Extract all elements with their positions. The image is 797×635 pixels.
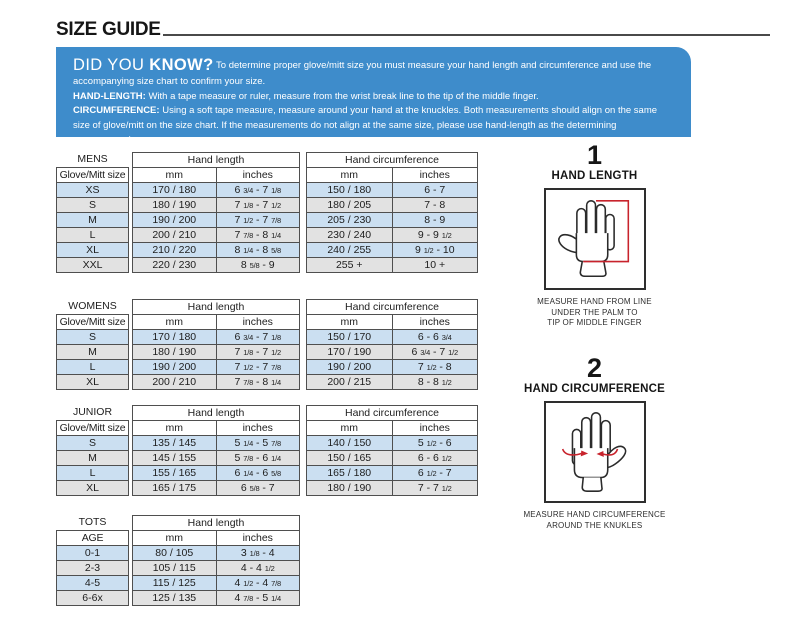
table-cell: 4 1/2 - 4 7/8 [216, 576, 300, 591]
hand-length-section [132, 405, 300, 496]
page-title: SIZE GUIDE [56, 19, 161, 40]
table-cell: 6 3/4 - 7 1/8 [216, 330, 300, 345]
table-cell: 200 / 210 [133, 228, 217, 243]
column-header: mm [307, 421, 393, 436]
table-cell: 7 1/8 - 7 1/2 [216, 198, 300, 213]
column-header: mm [133, 315, 217, 330]
dyk-intro: To determine proper glove/mitt size you must measure your hand length and circumference and use the accompanying size chart to confirm your size. [73, 60, 652, 87]
table-cell: 6 1/2 - 7 [392, 466, 478, 481]
section-title: Hand length [133, 516, 300, 531]
dyk-circumference-text: Using a soft tape measure, measure around your hand at the knuckles. Both measurements should align on the same size of glove/mitt on the size chart. If the measurements do not align at the same size, please use hand-length as the determining measurement. [73, 105, 658, 145]
table-cell: 3 1/8 - 4 [216, 546, 300, 561]
size-label: XL [57, 480, 129, 495]
hand-length-diagram-title: HAND LENGTH [551, 170, 638, 182]
table-title: JUNIOR [72, 406, 113, 419]
table-cell: 145 / 155 [133, 451, 217, 466]
hand-length-diagram [512, 141, 677, 329]
table-cell: 7 1/8 - 7 1/2 [216, 345, 300, 360]
table-cell: 180 / 205 [307, 198, 393, 213]
hand-circumference-section [306, 405, 478, 496]
table-cell: 7 - 8 [392, 198, 478, 213]
hand-circumference-caption: MEASURE HAND CIRCUMFERENCE AROUND THE KNUKLES [523, 510, 666, 530]
size-label: L [57, 465, 129, 480]
size-label: S [57, 329, 129, 344]
size-label-column [56, 299, 129, 390]
size-label: L [57, 359, 129, 374]
size-label: 6-6x [57, 590, 129, 605]
column-header: inches [392, 168, 478, 183]
step-1-number: 1 [586, 140, 603, 170]
section-title: Hand circumference [307, 153, 478, 168]
size-label: XL [57, 374, 129, 389]
did-you-know-panel [56, 47, 691, 145]
womens-size-table [56, 299, 478, 390]
table-cell: 255 + [307, 258, 393, 273]
table-cell: 7 1/2 - 7 7/8 [216, 213, 300, 228]
table-cell: 6 3/4 - 7 1/2 [392, 345, 478, 360]
hand-length-section [132, 299, 300, 390]
size-label-column [56, 515, 129, 606]
hand-circumference-section [306, 152, 478, 273]
size-label: XS [57, 182, 129, 197]
table-cell: 6 - 6 1/2 [392, 451, 478, 466]
column-header: inches [392, 421, 478, 436]
table-cell: 200 / 215 [307, 375, 393, 390]
table-cell: 5 1/2 - 6 [392, 436, 478, 451]
table-cell: 7 1/2 - 7 7/8 [216, 360, 300, 375]
column-header: inches [216, 315, 300, 330]
table-title: WOMENS [68, 300, 117, 313]
table-cell: 190 / 200 [307, 360, 393, 375]
table-cell: 7 7/8 - 8 1/4 [216, 228, 300, 243]
size-label: XXL [57, 257, 129, 272]
size-label: 2-3 [57, 560, 129, 575]
table-cell: 220 / 230 [133, 258, 217, 273]
mens-size-table [56, 152, 478, 273]
table-cell: 115 / 125 [133, 576, 217, 591]
column-header: inches [392, 315, 478, 330]
column-header: mm [133, 168, 217, 183]
row-header: AGE [57, 530, 129, 545]
table-cell: 6 - 7 [392, 183, 478, 198]
hand-length-section [132, 152, 300, 273]
table-cell: 4 7/8 - 5 1/4 [216, 591, 300, 606]
table-cell: 170 / 190 [307, 345, 393, 360]
table-cell: 8 - 8 1/2 [392, 375, 478, 390]
column-header: mm [133, 421, 217, 436]
section-title: Hand length [133, 300, 300, 315]
column-header: mm [307, 168, 393, 183]
hand-length-caption: MEASURE HAND FROM LINE UNDER THE PALM TO TIP OF MIDDLE FINGER [537, 297, 652, 327]
table-cell: 180 / 190 [133, 345, 217, 360]
table-cell: 150 / 165 [307, 451, 393, 466]
table-cell: 8 5/8 - 9 [216, 258, 300, 273]
table-cell: 6 1/4 - 6 5/8 [216, 466, 300, 481]
column-header: mm [133, 531, 217, 546]
dyk-hand-length-text: With a tape measure or ruler, measure from the wrist break line to the tip of the middle finger. [148, 90, 539, 102]
size-label: L [57, 227, 129, 242]
table-cell: 6 - 6 3/4 [392, 330, 478, 345]
table-cell: 9 - 9 1/2 [392, 228, 478, 243]
table-cell: 155 / 165 [133, 466, 217, 481]
size-label: S [57, 197, 129, 212]
dyk-lead-bold: KNOW? [149, 56, 214, 74]
table-cell: 4 - 4 1/2 [216, 561, 300, 576]
table-cell: 9 1/2 - 10 [392, 243, 478, 258]
section-title: Hand length [133, 406, 300, 421]
table-cell: 8 1/4 - 8 5/8 [216, 243, 300, 258]
tots-size-table [56, 515, 300, 606]
table-cell: 190 / 200 [133, 360, 217, 375]
size-label-column [56, 405, 129, 496]
dyk-circumference-label: CIRCUMFERENCE: [73, 105, 160, 116]
size-label: M [57, 212, 129, 227]
table-cell: 5 1/4 - 5 7/8 [216, 436, 300, 451]
column-header: inches [216, 168, 300, 183]
table-cell: 10 + [392, 258, 478, 273]
table-cell: 240 / 255 [307, 243, 393, 258]
dyk-lead: DID YOU [73, 56, 150, 74]
table-title: MENS [77, 153, 108, 166]
table-cell: 6 3/4 - 7 1/8 [216, 183, 300, 198]
column-header: inches [216, 531, 300, 546]
row-header: Glove/Mitt size [57, 167, 129, 182]
hand-circumference-icon [546, 403, 644, 501]
junior-size-table [56, 405, 478, 496]
row-header: Glove/Mitt size [57, 420, 129, 435]
section-title: Hand circumference [307, 300, 478, 315]
row-header: Glove/Mitt size [57, 314, 129, 329]
size-label-column [56, 152, 129, 273]
size-label: 4-5 [57, 575, 129, 590]
table-cell: 140 / 150 [307, 436, 393, 451]
title-rule [163, 34, 770, 36]
step-2-number: 2 [586, 353, 603, 383]
size-label: S [57, 435, 129, 450]
table-cell: 150 / 170 [307, 330, 393, 345]
table-cell: 210 / 220 [133, 243, 217, 258]
dyk-hand-length-label: HAND-LENGTH: [73, 90, 146, 102]
table-cell: 7 7/8 - 8 1/4 [216, 375, 300, 390]
table-cell: 165 / 175 [133, 481, 217, 496]
hand-length-section [132, 515, 300, 606]
table-cell: 190 / 200 [133, 213, 217, 228]
hand-circumference-diagram-title: HAND CIRCUMFERENCE [524, 383, 665, 395]
column-header: inches [216, 421, 300, 436]
hand-circumference-section [306, 299, 478, 390]
size-label: M [57, 450, 129, 465]
table-cell: 180 / 190 [133, 198, 217, 213]
section-title: Hand circumference [307, 406, 478, 421]
hand-length-diagram-box [544, 188, 646, 290]
table-cell: 7 1/2 - 8 [392, 360, 478, 375]
table-cell: 165 / 180 [307, 466, 393, 481]
table-cell: 80 / 105 [133, 546, 217, 561]
table-cell: 170 / 180 [133, 330, 217, 345]
table-cell: 7 - 7 1/2 [392, 481, 478, 496]
column-header: mm [307, 315, 393, 330]
section-title: Hand length [133, 153, 300, 168]
hand-length-icon [546, 190, 644, 288]
table-cell: 180 / 190 [307, 481, 393, 496]
table-cell: 150 / 180 [307, 183, 393, 198]
size-label: 0-1 [57, 545, 129, 560]
table-cell: 205 / 230 [307, 213, 393, 228]
table-cell: 8 - 9 [392, 213, 478, 228]
table-cell: 170 / 180 [133, 183, 217, 198]
table-cell: 6 5/8 - 7 [216, 481, 300, 496]
hand-circumference-diagram-box [544, 401, 646, 503]
table-cell: 125 / 135 [133, 591, 217, 606]
table-cell: 230 / 240 [307, 228, 393, 243]
table-cell: 105 / 115 [133, 561, 217, 576]
size-label: XL [57, 242, 129, 257]
table-cell: 135 / 145 [133, 436, 217, 451]
table-cell: 200 / 210 [133, 375, 217, 390]
table-title: TOTS [78, 516, 107, 529]
table-cell: 5 7/8 - 6 1/4 [216, 451, 300, 466]
size-label: M [57, 344, 129, 359]
hand-circumference-diagram [512, 354, 677, 531]
did-you-know-text [73, 56, 663, 148]
